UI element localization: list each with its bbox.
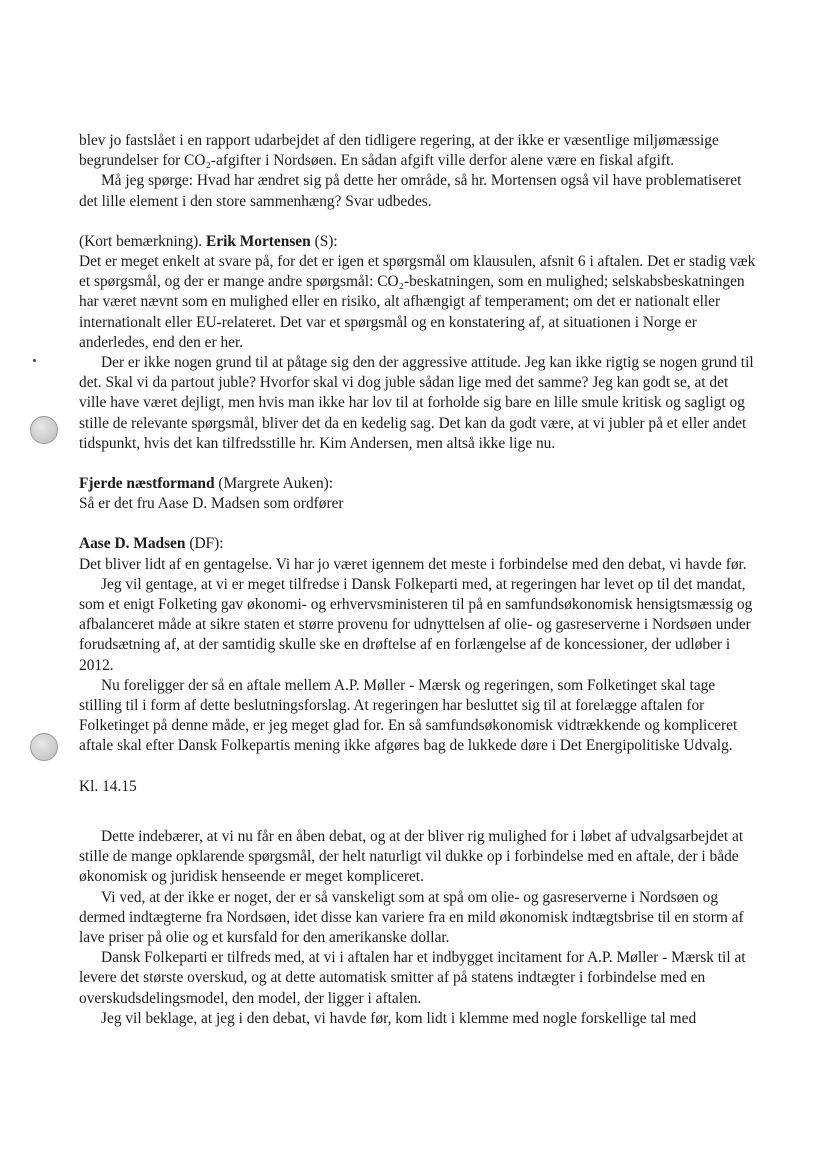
speaker-party: (DF): (189, 535, 224, 553)
paragraph: Nu foreligger der så en aftale mellem A.P. Møller - Mærsk og regeringen, som Folketinget skal tage stilling til i form af dette beslutningsforslag. At regeringen har besluttet sig til at forelægge aftalen for Folketinget på denne måde, er jeg meget glad for. En så samfundsøkonomisk vidtrækkende og kompliceret aftale skal efter Dansk Folkepartis mening ikke afgøres bag de lukkede døre i Det Energipolitiske Udvalg. (79, 676, 738, 755)
paragraph: Jeg vil beklage, at jeg i den debat, vi havde før, kom lidt i klemme med nogle forskellige tal med (101, 1009, 697, 1027)
paragraph: Dette indebærer, at vi nu får en åben debat, og at der bliver rig mulighed for i løbet af udvalgsarbejdet at stille de mange opklarende spørgsmål, der helt naturligt vil dukke op i forbindelse med en aftale, der i både økonomisk og juridisk henseende er meget kompliceret. (79, 827, 744, 886)
speaker-party: (Margrete Auken): (218, 475, 334, 493)
speaker-name: Aase D. Madsen (79, 535, 186, 553)
paragraph: Det er meget enkelt at svare på, for det er igen et spørgsmål om klausulen, afsnit 6 i aftalen. Det er stadig væk et spørgsmål, og der er mange andre spørgsmål: CO₂-beskatningen, som en mulighed; selskabsbeskatningen har været nævnt som en mulighed eller en risiko, alt afhængigt af temperament; om det er nationalt eller internationalt eller EU-relateret. Det var et spørgsmål og en konstatering af, at situationen i Norge er anderledes, end den er her. (79, 253, 756, 351)
paragraph: Det bliver lidt af en gentagelse. Vi har jo været igennem det meste i forbindelse med den debat, vi havde før. (79, 555, 747, 573)
paragraph: Dansk Folkeparti er tilfreds med, at vi i aftalen har et indbygget incitament for A.P. Møller - Mærsk til at levere det største overskud, og at dette automatisk smitter af på statens indtægter i forbindelse med en overskudsdelingsmodel, den model, der ligger i aftalen. (79, 949, 746, 1007)
punch-hole (30, 416, 58, 444)
document-body (79, 131, 759, 1029)
paragraph: Så er det fru Aase D. Madsen som ordfører (79, 495, 344, 513)
punch-hole (30, 733, 58, 761)
speaker-prefix: (Kort bemærkning). (79, 232, 203, 250)
timestamp: Kl. 14.15 (79, 777, 137, 795)
paragraph: blev jo fastslået i en rapport udarbejdet af den tidligere regering, at der ikke er væsentlige miljømæssige begrundelser for CO₂-afgifter i Nordsøen. En sådan afgift ville derfor alene være en fiskal afgift. (79, 132, 719, 170)
paragraph: Jeg vil gentage, at vi er meget tilfredse i Dansk Folkeparti med, at regeringen har levet op til det mandat, som et enigt Folketing gav økonomi- og erhvervsministeren til på en samfundsøkonomisk hensigtsmæssig og afbalanceret måde at sikre staten et større provenu for udnyttelsen af olie- og gasreserverne i Nordsøen under forudsætning af, at der samtidig skulle ske en drøftelse af en forlængelse af de koncessioner, der udløber i 2012. (79, 575, 753, 674)
speck (33, 359, 36, 362)
speaker-line (79, 232, 759, 252)
speaker-line (79, 474, 759, 494)
speaker-name: Fjerde næstformand (79, 475, 215, 493)
paragraph: Der er ikke nogen grund til at påtage sig den der aggressive attitude. Jeg kan ikke rigtig se nogen grund til det. Skal vi da partout juble? Hvorfor skal vi dog juble sådan lige med det samme? Jeg kan godt se, at det ville have været dejligt, men hvis man ikke har lov til at forholde sig bare en lille smule kritisk og sagligt og stille de relevante spørgsmål, bliver det da en kedelig sag. Det kan da godt være, at vi jubler på et eller andet tidspunkt, hvis det kan tilfredsstille hr. Kim Andersen, men altså ikke lige nu. (79, 354, 754, 452)
speaker-line (79, 534, 759, 554)
speaker-party: (S): (314, 232, 338, 250)
paragraph: Vi ved, at der ikke er noget, der er så vanskeligt som at spå om olie- og gasreserverne i Nordsøen og dermed indtægterne fra Nordsøen, idet disse kan variere fra en mild økonomisk indtægtsbrise til en storm af lave priser på olie og et kursfald for den amerikanske dollar. (79, 888, 744, 946)
paragraph: Må jeg spørge: Hvad har ændret sig på dette her område, så hr. Mortensen også vil have problematiseret det lille element i den store sammenhæng? Svar udbedes. (79, 172, 742, 210)
speaker-name: Erik Mortensen (205, 232, 311, 250)
